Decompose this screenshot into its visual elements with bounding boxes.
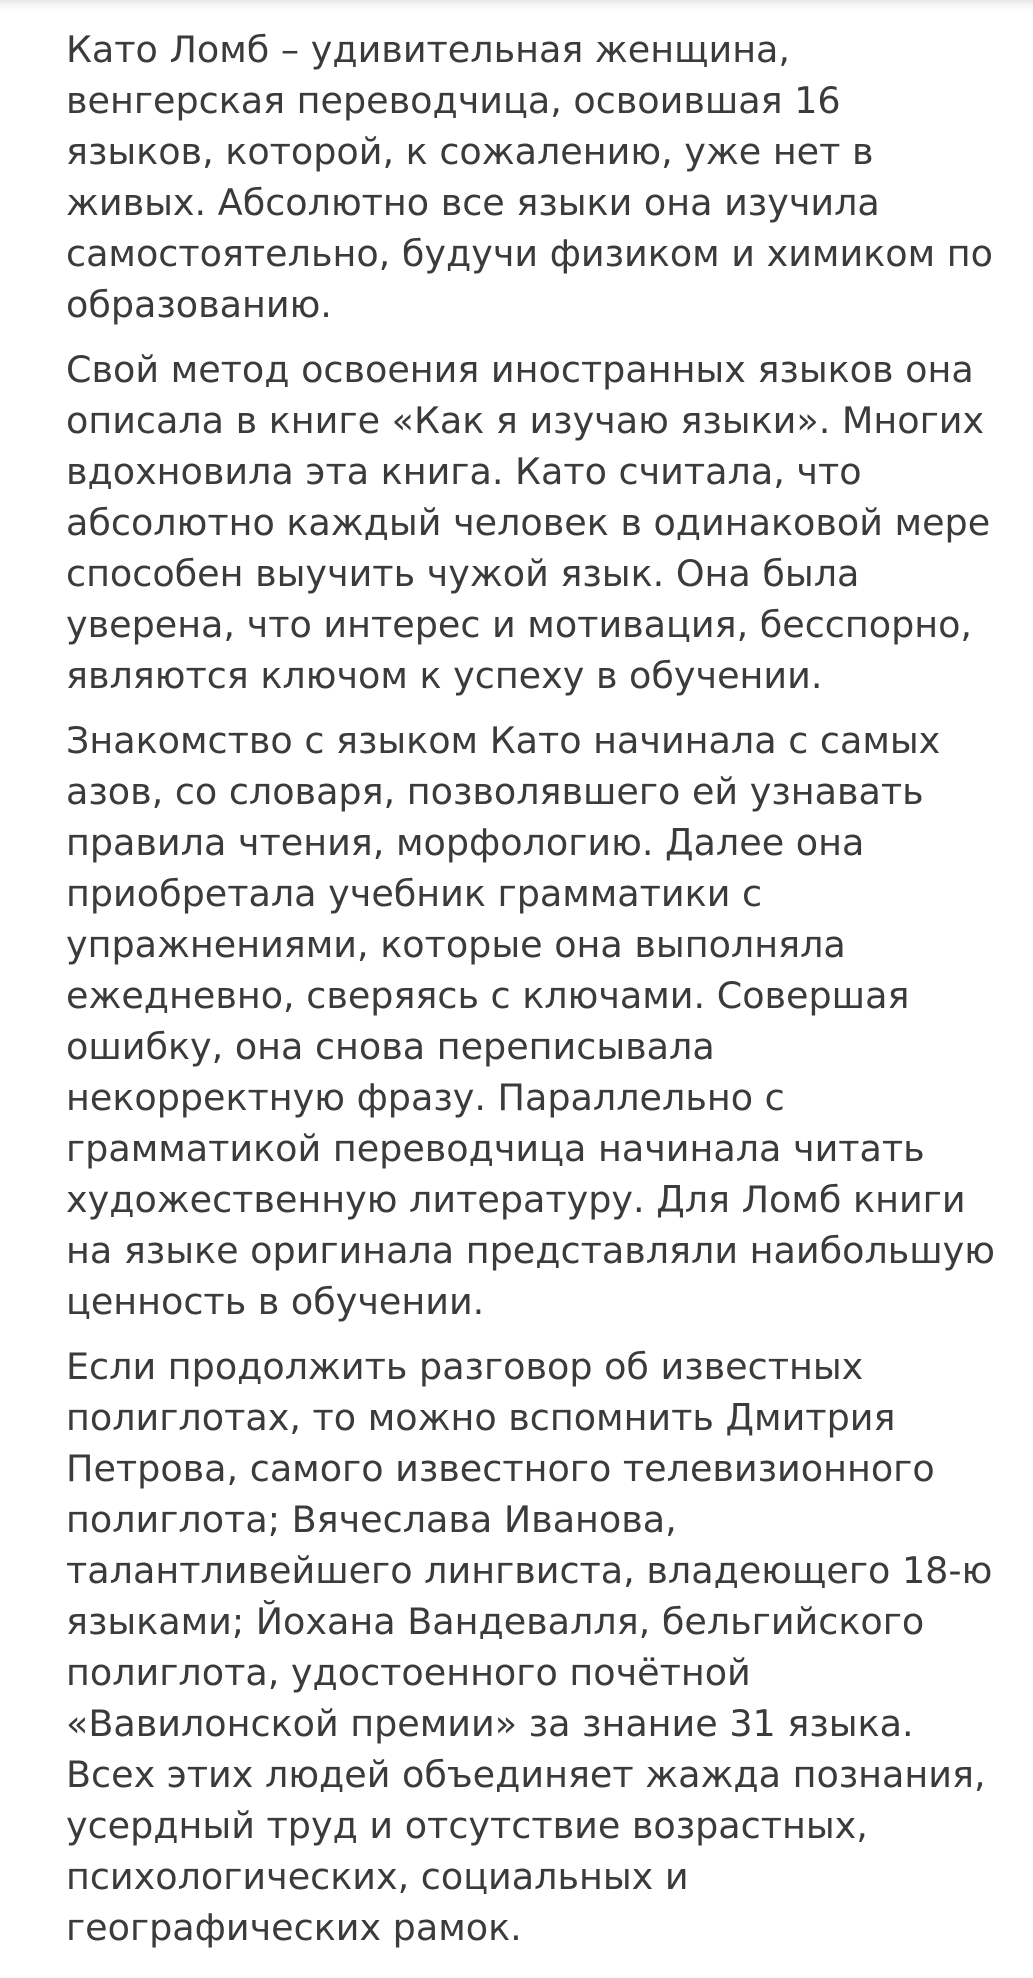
- text-line: талантливейшего лингвиста, владеющего 18-ю: [66, 1549, 993, 1592]
- text-line: способен выучить чужой язык. Она была: [66, 552, 860, 595]
- text-line: языков, которой, к сожалению, уже нет в: [66, 130, 874, 173]
- text-line: ошибку, она снова переписывала: [66, 1025, 715, 1068]
- text-line: образованию.: [66, 283, 332, 326]
- paragraph-kato-lomb-intro: [66, 24, 993, 330]
- text-line: усердный труд и отсутствие возрастных,: [66, 1804, 868, 1847]
- text-line: художественную литературу. Для Ломб книги: [66, 1178, 966, 1221]
- article-body: [66, 24, 996, 1967]
- text-line: географических рамок.: [66, 1906, 522, 1949]
- text-line: полиглотах, то можно вспомнить Дмитрия: [66, 1396, 896, 1439]
- text-line: некорректную фразу. Параллельно с: [66, 1076, 785, 1119]
- text-line: правила чтения, морфологию. Далее она: [66, 821, 865, 864]
- text-line: описала в книге «Как я изучаю языки». Многих: [66, 399, 985, 442]
- text-line: абсолютно каждый человек в одинаковой мере: [66, 501, 991, 544]
- text-line: живых. Абсолютно все языки она изучила: [66, 181, 880, 224]
- top-header-shadow: [0, 0, 1033, 10]
- text-line: азов, со словаря, позволявшего ей узнавать: [66, 770, 924, 813]
- text-line: уверена, что интерес и мотивация, бесспорно,: [66, 603, 973, 646]
- text-line: на языке оригинала представляли наибольшую: [66, 1229, 996, 1272]
- text-line: Всех этих людей объединяет жажда познания,: [66, 1753, 986, 1796]
- text-line: полиглота, удостоенного почётной: [66, 1651, 751, 1694]
- text-line: венгерская переводчица, освоившая 16: [66, 79, 841, 122]
- text-line: упражнениями, которые она выполняла: [66, 923, 846, 966]
- text-line: Свой метод освоения иностранных языков она: [66, 348, 974, 391]
- text-line: психологических, социальных и: [66, 1855, 689, 1898]
- text-line: ценность в обучении.: [66, 1280, 485, 1323]
- text-line: вдохновила эта книга. Като считала, что: [66, 450, 862, 493]
- text-line: Если продолжить разговор об известных: [66, 1345, 864, 1388]
- text-line: «Вавилонской премии» за знание 31 языка.: [66, 1702, 914, 1745]
- text-line: полиглота; Вячеслава Иванова,: [66, 1498, 677, 1541]
- text-line: ежедневно, сверяясь с ключами. Совершая: [66, 974, 910, 1017]
- text-line: самостоятельно, будучи физиком и химиком по: [66, 232, 993, 275]
- text-line: приобретала учебник грамматики с: [66, 872, 763, 915]
- paragraph-other-polyglots: [66, 1341, 993, 1953]
- paragraph-study-process: [66, 715, 996, 1327]
- text-line: являются ключом к успеху в обучении.: [66, 654, 823, 697]
- paragraph-method: [66, 344, 991, 701]
- text-line: Петрова, самого известного телевизионного: [66, 1447, 935, 1490]
- text-line: Знакомство с языком Като начинала с самых: [66, 719, 941, 762]
- text-line: языками; Йохана Вандевалля, бельгийского: [66, 1600, 925, 1643]
- text-line: Като Ломб – удивительная женщина,: [66, 28, 791, 71]
- text-line: грамматикой переводчица начинала читать: [66, 1127, 925, 1170]
